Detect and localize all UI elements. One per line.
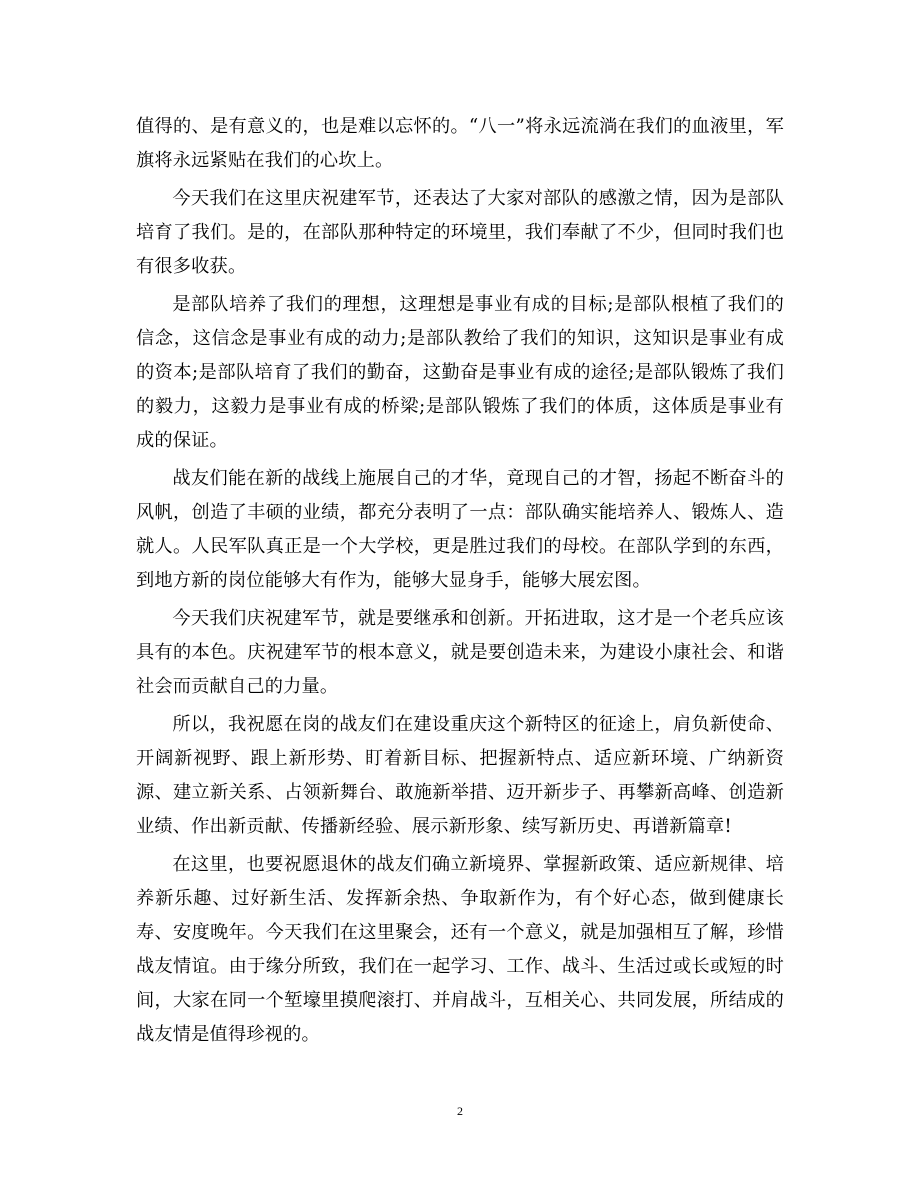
document-body — [136, 110, 784, 1052]
paragraph-3: 是部队培养了我们的理想，这理想是事业有成的目标;是部队根植了我们的信念，这信念是事业有成的动力;是部队教给了我们的知识，这知识是事业有成的资本;是部队培育了我们的勤奋，这勤奋是事业有成的途径;是部队锻炼了我们的毅力，这毅力是事业有成的桥梁;是部队锻炼了我们的体质，这体质是事业有成的保证。 — [136, 294, 784, 451]
paragraph-6: 所以，我祝愿在岗的战友们在建设重庆这个新特区的征途上，肩负新使命、开阔新视野、跟上新形势、盯着新目标、把握新特点、适应新环境、广纳新资源、建立新关系、占领新舞台、敢施新举措、迈开新步子、再攀新高峰、创造新业绩、作出新贡献、传播新经验、展示新形象、续写新历史、再谱新篇章! — [136, 714, 784, 837]
paragraph-5: 今天我们庆祝建军节，就是要继承和创新。开拓进取，这才是一个老兵应该具有的本色。庆祝建军节的根本意义，就是要创造未来，为建设小康社会、和谐社会而贡献自己的力量。 — [136, 608, 784, 697]
page-number: 2 — [457, 1104, 463, 1118]
paragraph-7: 在这里，也要祝愿退休的战友们确立新境界、掌握新政策、适应新规律、培养新乐趣、过好新生活、发挥新余热、争取新作为，有个好心态，做到健康长寿、安度晚年。今天我们在这里聚会，还有一个意义，就是加强相互了解，珍惜战友情谊。由于缘分所致，我们在一起学习、工作、战斗、生活过或长或短的时间，大家在同一个堑壕里摸爬滚打、并肩战斗，互相关心、共同发展，所结成的战友情是值得珍视的。 — [136, 854, 784, 1045]
paragraph-4: 战友们能在新的战线上施展自己的才华，竟现自己的才智，扬起不断奋斗的风帆，创造了丰硕的业绩，都充分表明了一点：部队确实能培养人、锻炼人、造就人。人民军队真正是一个大学校，更是胜过我们的母校。在部队学到的东西，到地方新的岗位能够大有作为，能够大显身手，能够大展宏图。 — [136, 468, 784, 591]
paragraph-1: 值得的、是有意义的，也是难以忘怀的。“八一”将永远流淌在我们的血液里，军旗将永远紧贴在我们的心坎上。 — [136, 116, 784, 171]
paragraph-2: 今天我们在这里庆祝建军节，还表达了大家对部队的感激之情，因为是部队培育了我们。是的，在部队那种特定的环境里，我们奉献了不少，但同时我们也有很多收获。 — [136, 188, 784, 277]
